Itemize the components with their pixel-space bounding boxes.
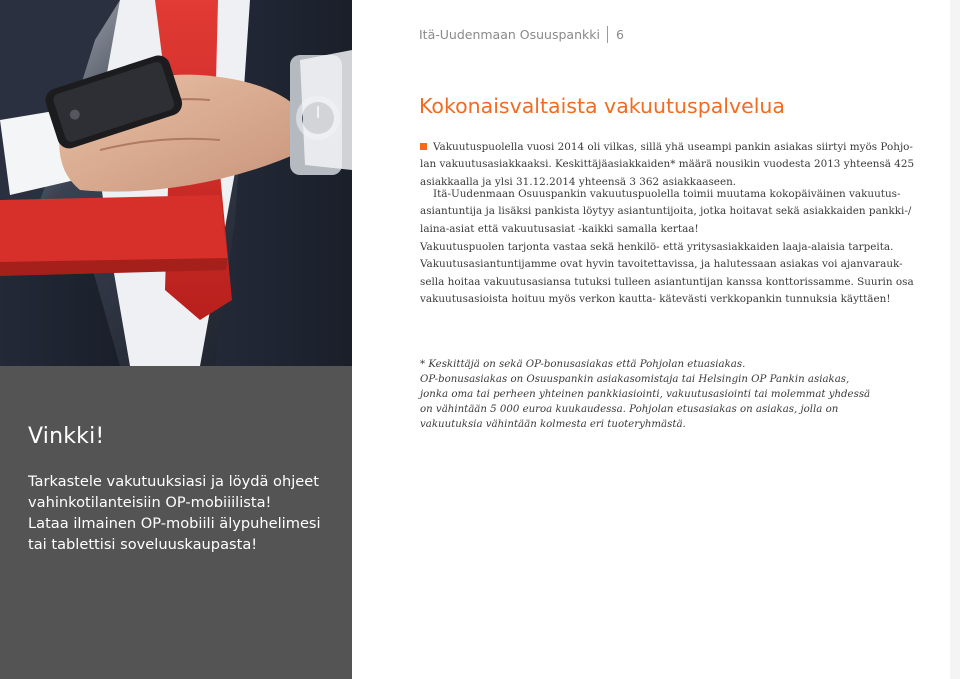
tip-line: tai tablettisi soveluuskaupasta!: [28, 536, 258, 553]
tip-text: [28, 471, 328, 555]
intro-line: lan vakuutusasiakkaaksi. Keskittäjäasiakkaiden* määrä nousikin vuodesta 2013 yhteensä 425: [420, 158, 915, 171]
page-title: Kokonaisvaltaista vakuutuspalvelua: [419, 94, 785, 118]
bullet-square-icon: [420, 143, 427, 150]
paragraph-line: Vakuutusasiantuntijamme ovat hyvin tavoitettavissa, ja halutessaan asiakas voi ajanvarauk-: [420, 258, 903, 271]
page-number: 6: [615, 26, 624, 42]
paragraph-offering: [420, 239, 914, 309]
footnote-line: * Keskittäjä on sekä OP-bonusasiakas että Pohjolan etuasiakas.: [420, 359, 746, 370]
footnote-line: on vähintään 5 000 euroa kuukaudessa. Pohjolan etusasiakas on asiakas, jolla on: [420, 404, 839, 416]
footnote: [420, 357, 871, 432]
paragraph-experts: [420, 186, 912, 238]
tip-line: Lataa ilmainen OP-mobiili älypuhelimesi: [28, 515, 321, 532]
page-edge: [950, 0, 960, 679]
footnote-line: OP-bonusasiakas on Osuuspankin asiakasomistaja tai Helsingin OP Pankin asiakas,: [420, 374, 850, 386]
tip-title: Vinkki!: [28, 424, 105, 449]
header-photo: [0, 0, 352, 366]
footnote-line: jonka oma tai perheen yhteinen pankkiasiointi, vakuutusasiointi tai molemmat yhdessä: [420, 389, 871, 401]
paragraph-line: vakuutusasioista hoituu myös verkon kautta- kätevästi verkkopankin tunnuksia käyttäen!: [420, 293, 891, 306]
phone-in-hand-photo-icon: [0, 0, 352, 366]
tip-line: vahinkotilanteisiin OP-mobiiilista!: [28, 494, 272, 511]
paragraph-line: Itä-Uudenmaan Osuuspankin vakuutuspuolella toimii muutama kokopäiväinen vakuutus-: [433, 188, 901, 200]
tip-line: Tarkastele vakutuuksiasi ja löydä ohjeet: [28, 473, 319, 490]
intro-line: asiakkaalla ja ylsi 31.12.2014 yhteensä 3 362 asiakkaaseen.: [420, 175, 737, 188]
tip-box: [0, 366, 352, 679]
footnote-line: vakuutuksia vähintään kolmesta eri tuoteryhmästä.: [420, 419, 686, 431]
paragraph-line: sella hoitaa vakuutusasiansa tutuksi tulleen asiantuntijan kanssa konttorissamme. Suurin osa: [420, 275, 914, 288]
paragraph-line: Vakuutuspuolen tarjonta vastaa sekä henkilö- että yritysasiakkaiden laaja-alaisia tarpeita.: [420, 241, 894, 253]
header-divider: [607, 26, 608, 43]
intro-line-first: Vakuutuspuolella vuosi 2014 oli vilkas, sillä yhä useampi pankin asiakas siirtyi myös Pohjo-: [420, 139, 882, 156]
paragraph-line: asiantuntija ja lisäksi pankista löytyy asiantuntijoita, jotka hoitavat sekä asiakkaiden pankki-/: [420, 205, 912, 218]
bank-name: Itä-Uudenmaan Osuuspankki: [419, 26, 600, 42]
paragraph-line: laina-asiat että vakuutusasiat -kaikki samalla kertaa!: [420, 222, 699, 235]
page-header: [419, 24, 624, 44]
intro-paragraph: [420, 139, 915, 191]
